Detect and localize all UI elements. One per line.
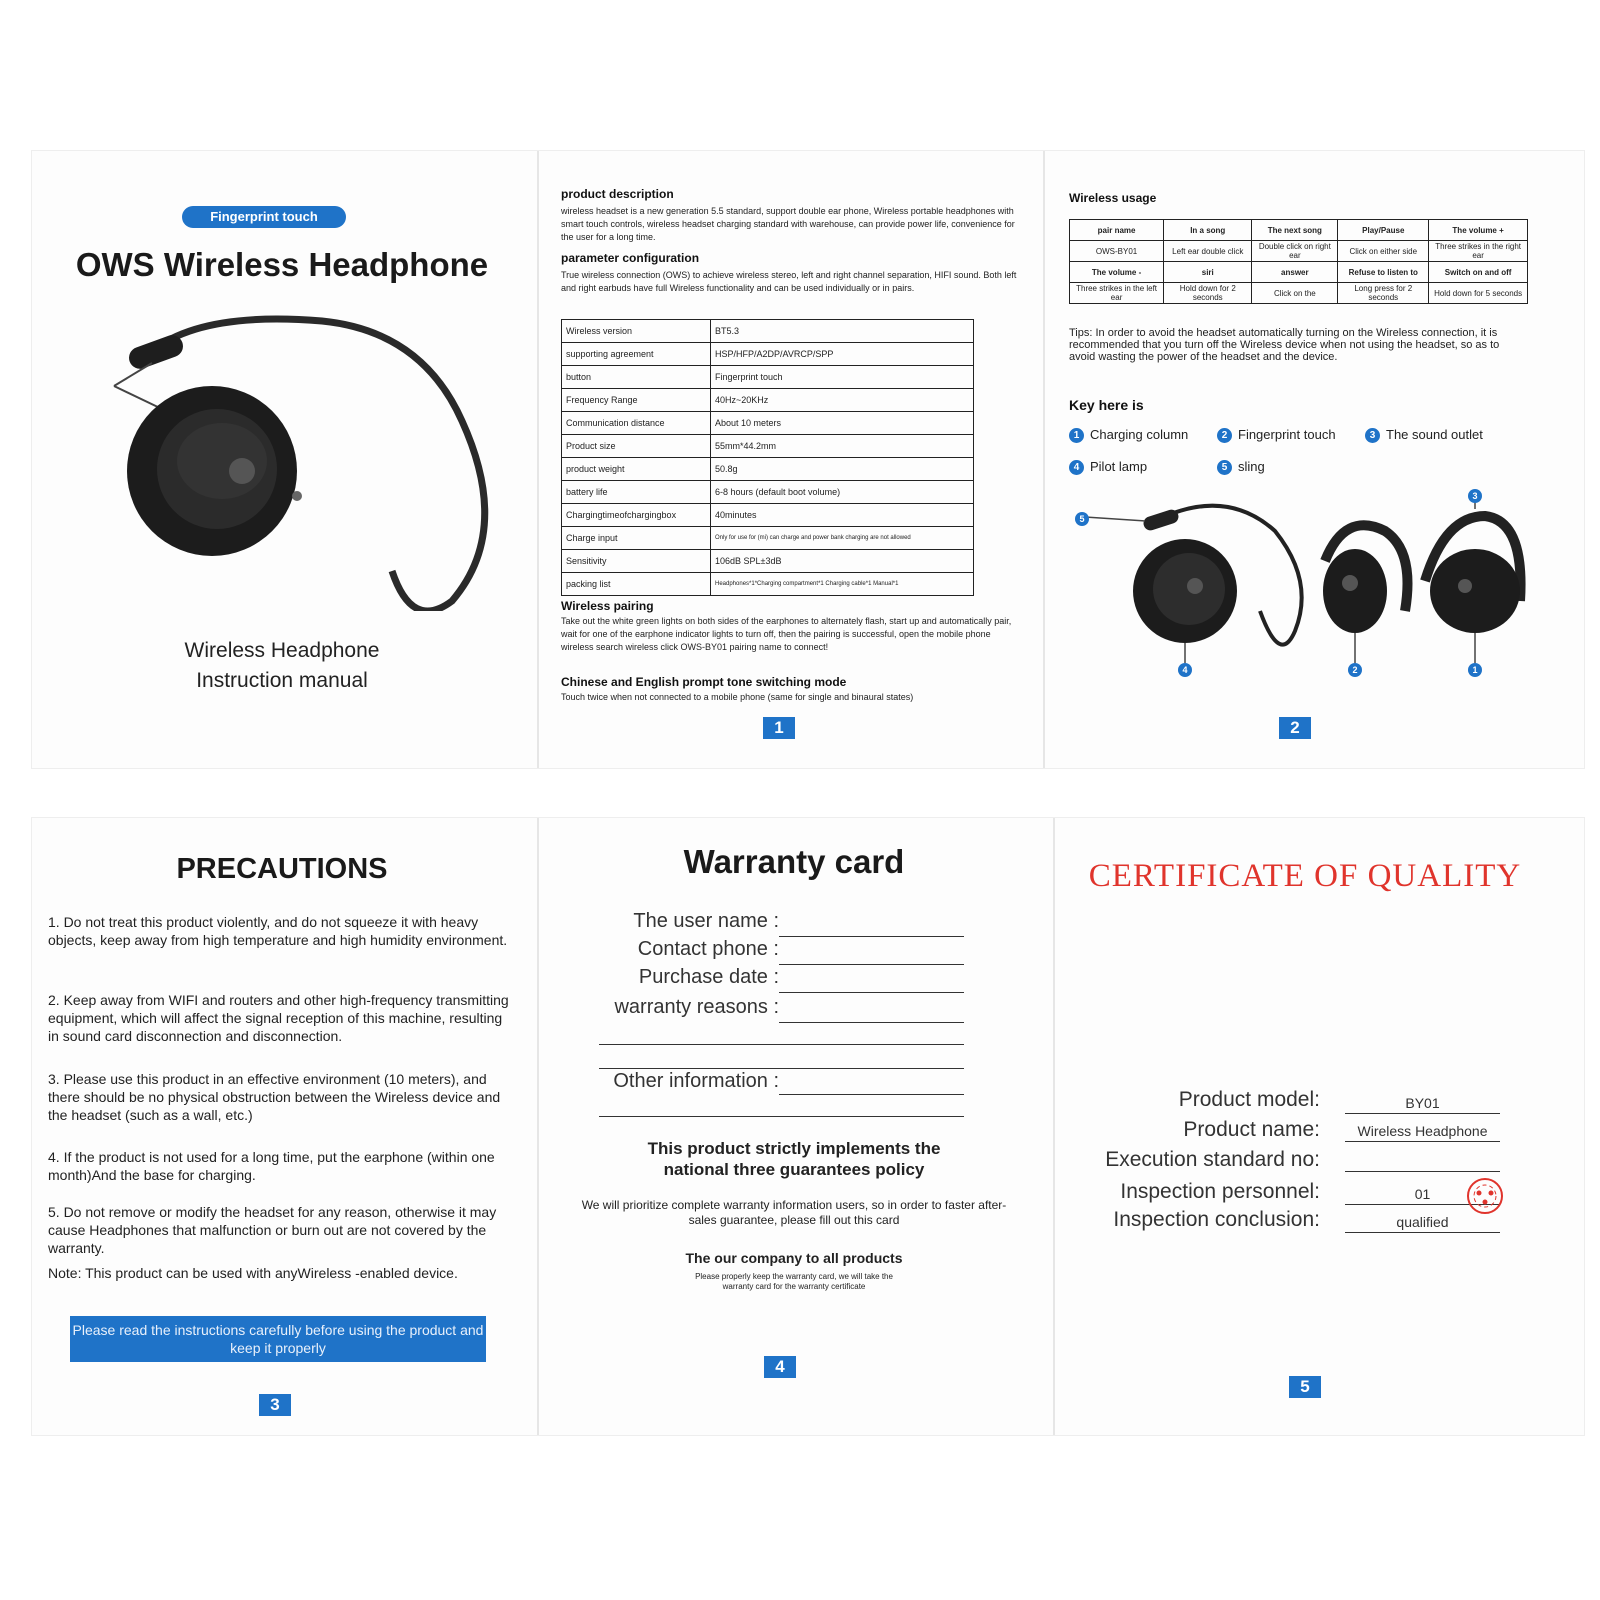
table-row	[562, 366, 974, 389]
precautions-title: PRECAUTIONS	[176, 853, 388, 885]
cover-panel	[32, 151, 537, 768]
table-cell: Three strikes in the right ear	[1429, 241, 1528, 262]
pairing-title: Wireless pairing	[561, 599, 654, 613]
precaution-item: 2. Keep away from WIFI and routers and other high-frequency transmitting equipment, which will affect the signal reception of this machine, resulting in sound card disconnection and disconnection.	[48, 992, 509, 1044]
certificate-title: CERTIFICATE OF QUALITY	[1088, 858, 1522, 894]
diagram-label-5: 5	[1075, 512, 1089, 526]
inspection-personnel-value: 01	[1414, 1186, 1431, 1202]
cover-title: OWS Wireless Headphone	[75, 246, 489, 283]
param-key: Chargingtimeofchargingbox	[562, 504, 711, 527]
cover-subtitle-line1: Wireless Headphone	[184, 639, 380, 662]
param-value: 106dB SPL±3dB	[711, 550, 974, 573]
table-cell: Refuse to listen to	[1338, 262, 1429, 283]
company-note: Please properly keep the warranty card, we will take the warranty card for the warranty certificate	[695, 1272, 893, 1291]
table-cell: OWS-BY01	[1070, 241, 1164, 262]
table-cell: Double click on right ear	[1252, 241, 1338, 262]
manual-sheet-front	[32, 151, 1584, 768]
usage-title: Wireless usage	[1069, 191, 1157, 205]
precaution-item: 4. If the product is not used for a long time, put the earphone (within one month)And the base for charging.	[48, 1149, 495, 1183]
product-description-title: product description	[561, 187, 674, 201]
tips-text: Tips: In order to avoid the headset automatically turning on the Wireless connection, it is recommended that you turn off the Wireless device when not using the headset, so as to avoid wasting the power of the headset and the device.	[1069, 327, 1500, 363]
page-1-panel	[539, 151, 1043, 768]
param-key: Frequency Range	[562, 389, 711, 412]
headphone-parts-diagram	[1065, 491, 1565, 691]
key-item-sling	[1217, 459, 1265, 475]
param-key: Communication distance	[562, 412, 711, 435]
field-underline	[1345, 1141, 1500, 1142]
other-information-label: Other information :	[613, 1070, 779, 1092]
table-cell: Three strikes in the left ear	[1070, 283, 1164, 304]
key-item-sound-outlet	[1365, 427, 1483, 443]
key-item-pilot-lamp	[1069, 459, 1147, 475]
table-row	[562, 458, 974, 481]
manual-sheet-back	[32, 818, 1584, 1435]
table-header: In a song	[1164, 220, 1252, 241]
page-number: 3	[259, 1394, 291, 1416]
parameter-text: True wireless connection (OWS) to achieve wireless stereo, left and right channel separation, HIFI sound. Both left and right earbuds have full Wireless functionality and can be used individually or in pairs.	[561, 270, 1017, 293]
table-row	[562, 389, 974, 412]
policy-text: This product strictly implements the national three guarantees policy	[647, 1139, 941, 1179]
parameter-title: parameter configuration	[561, 251, 700, 265]
param-value: Fingerprint touch	[711, 366, 974, 389]
param-key: Product size	[562, 435, 711, 458]
param-value: Headphones*1*Charging compartment*1 Charging cable*1 Manual*1	[711, 573, 974, 596]
contact-phone-label: Contact phone :	[637, 938, 779, 960]
table-header: Play/Pause	[1338, 220, 1429, 241]
table-header: The next song	[1252, 220, 1338, 241]
user-name-label: The user name :	[633, 910, 779, 932]
param-value: HSP/HFP/A2DP/AVRCP/SPP	[711, 343, 974, 366]
table-row	[1070, 262, 1528, 283]
other-information-field[interactable]	[779, 1094, 964, 1095]
product-description-text: wireless headset is a new generation 5.5 standard, support double ear phone, Wireless portable headphones with smart touch controls, wireless headset charging standard with warehouse, can provide power life, convenience for the user for a long time.	[561, 206, 1015, 242]
warranty-reasons-field[interactable]	[779, 1022, 964, 1023]
execution-standard-label: Execution standard no:	[1105, 1148, 1320, 1171]
purchase-date-field[interactable]	[779, 992, 964, 993]
blank-line[interactable]	[599, 1044, 964, 1045]
user-name-field[interactable]	[779, 936, 964, 937]
precaution-item: 3. Please use this product in an effective environment (10 meters), and there should be no physical obstruction between the Wireless device and the headset (such as a wall, etc.)	[48, 1071, 501, 1123]
table-cell: Left ear double click	[1164, 241, 1252, 262]
diagram-label-3: 3	[1468, 489, 1482, 503]
table-cell: answer	[1252, 262, 1338, 283]
table-row	[562, 412, 974, 435]
table-header: The volume +	[1429, 220, 1528, 241]
table-cell: Hold down for 2 seconds	[1164, 283, 1252, 304]
page-number: 2	[1279, 717, 1311, 739]
table-row	[562, 481, 974, 504]
key-title: Key here is	[1069, 397, 1144, 413]
number-badge: 5	[1217, 460, 1232, 475]
param-key: packing list	[562, 573, 711, 596]
page-2-panel	[1045, 151, 1584, 768]
table-row	[562, 343, 974, 366]
product-name-value: Wireless Headphone	[1357, 1123, 1488, 1139]
precaution-item: 1. Do not treat this product violently, and do not squeeze it with heavy objects, keep away from high temperature and high humidity environment.	[48, 914, 508, 948]
number-badge: 4	[1069, 460, 1084, 475]
number-badge: 3	[1365, 428, 1380, 443]
key-label: Pilot lamp	[1090, 459, 1148, 474]
headphone-image	[92, 311, 492, 611]
table-cell: Click on the	[1252, 283, 1338, 304]
parameter-table	[561, 319, 974, 596]
param-key: battery life	[562, 481, 711, 504]
page-5-panel	[1055, 818, 1584, 1435]
param-key: product weight	[562, 458, 711, 481]
table-row	[562, 573, 974, 596]
product-name-label: Product name:	[1183, 1118, 1320, 1141]
field-underline	[1345, 1113, 1500, 1114]
table-row	[1070, 220, 1528, 241]
prompt-text: Touch twice when not connected to a mobile phone (same for single and binaural states)	[561, 692, 914, 702]
company-text: The our company to all products	[685, 1250, 903, 1266]
param-value: 50.8g	[711, 458, 974, 481]
diagram-label-2: 2	[1348, 663, 1362, 677]
precaution-item: 5. Do not remove or modify the headset for any reason, otherwise it may cause Headphones that malfunction or burn out are not covered by the warranty.	[48, 1204, 497, 1256]
param-value: 6-8 hours (default boot volume)	[711, 481, 974, 504]
table-row	[1070, 241, 1528, 262]
page-4-panel	[539, 818, 1053, 1435]
param-value: 55mm*44.2mm	[711, 435, 974, 458]
param-key: Sensitivity	[562, 550, 711, 573]
field-underline	[1345, 1232, 1500, 1233]
table-row	[562, 504, 974, 527]
key-item-fingerprint-touch	[1217, 427, 1336, 443]
key-label: sling	[1238, 459, 1265, 474]
table-row	[562, 550, 974, 573]
param-key: Wireless version	[562, 320, 711, 343]
fingerprint-badge: Fingerprint touch	[182, 206, 346, 228]
prompt-title: Chinese and English prompt tone switching mode	[561, 675, 847, 689]
warranty-note: We will prioritize complete warranty information users, so in order to faster after-sales guarantee, please fill out this card	[581, 1198, 1007, 1227]
inspection-conclusion-value: qualified	[1396, 1214, 1449, 1230]
page-3-panel	[32, 818, 537, 1435]
page-number: 1	[763, 717, 795, 739]
param-key: button	[562, 366, 711, 389]
key-item-charging-column	[1069, 427, 1188, 443]
warranty-title: Warranty card	[683, 843, 905, 880]
key-label: Fingerprint touch	[1238, 427, 1336, 442]
param-value: 40minutes	[711, 504, 974, 527]
param-key: supporting agreement	[562, 343, 711, 366]
key-label: The sound outlet	[1386, 427, 1483, 442]
diagram-label-4: 4	[1178, 663, 1192, 677]
contact-phone-field[interactable]	[779, 964, 964, 965]
param-value: About 10 meters	[711, 412, 974, 435]
inspection-conclusion-label: Inspection conclusion:	[1113, 1208, 1320, 1231]
cover-subtitle-line2: Instruction manual	[196, 669, 368, 692]
param-value: 40Hz~20KHz	[711, 389, 974, 412]
table-header: pair name	[1070, 220, 1164, 241]
product-model-value: BY01	[1405, 1095, 1440, 1111]
param-key: Charge input	[562, 527, 711, 550]
table-row	[562, 320, 974, 343]
number-badge: 1	[1069, 428, 1084, 443]
table-cell: Switch on and off	[1429, 262, 1528, 283]
diagram-label-1: 1	[1468, 663, 1482, 677]
page-number: 5	[1289, 1376, 1321, 1398]
warranty-reasons-label: warranty reasons :	[614, 996, 779, 1018]
purchase-date-label: Purchase date :	[638, 966, 779, 988]
key-label: Charging column	[1090, 427, 1189, 442]
precaution-note: Note: This product can be used with anyWireless -enabled device.	[48, 1265, 458, 1281]
product-model-label: Product model:	[1178, 1088, 1320, 1111]
page-number: 4	[764, 1356, 796, 1378]
table-row	[562, 435, 974, 458]
param-value: Only for use for (mi) can charge and power bank charging are not allowed	[711, 527, 974, 550]
table-cell: siri	[1164, 262, 1252, 283]
table-cell: Long press for 2 seconds	[1338, 283, 1429, 304]
table-row	[1070, 283, 1528, 304]
qc-stamp-icon	[1465, 1176, 1505, 1216]
inspection-personnel-label: Inspection personnel:	[1120, 1180, 1320, 1203]
read-instructions-box: Please read the instructions carefully before using the product and keep it properly	[70, 1316, 486, 1362]
number-badge: 2	[1217, 428, 1232, 443]
pairing-text: Take out the white green lights on both sides of the earphones to alternately flash, start up and automatically pair, wait for one of the earphone indicator lights to turn off, then the pairing is successful, open the mobile phone wireless search wireless click OWS-BY01 pairing name to connect!	[561, 616, 1012, 652]
field-underline	[1345, 1171, 1500, 1172]
usage-table	[1069, 219, 1528, 304]
table-row	[562, 527, 974, 550]
blank-line[interactable]	[599, 1116, 964, 1117]
param-value: BT5.3	[711, 320, 974, 343]
table-cell: Click on either side	[1338, 241, 1429, 262]
table-cell: The volume -	[1070, 262, 1164, 283]
blank-line[interactable]	[599, 1068, 964, 1069]
table-cell: Hold down for 5 seconds	[1429, 283, 1528, 304]
